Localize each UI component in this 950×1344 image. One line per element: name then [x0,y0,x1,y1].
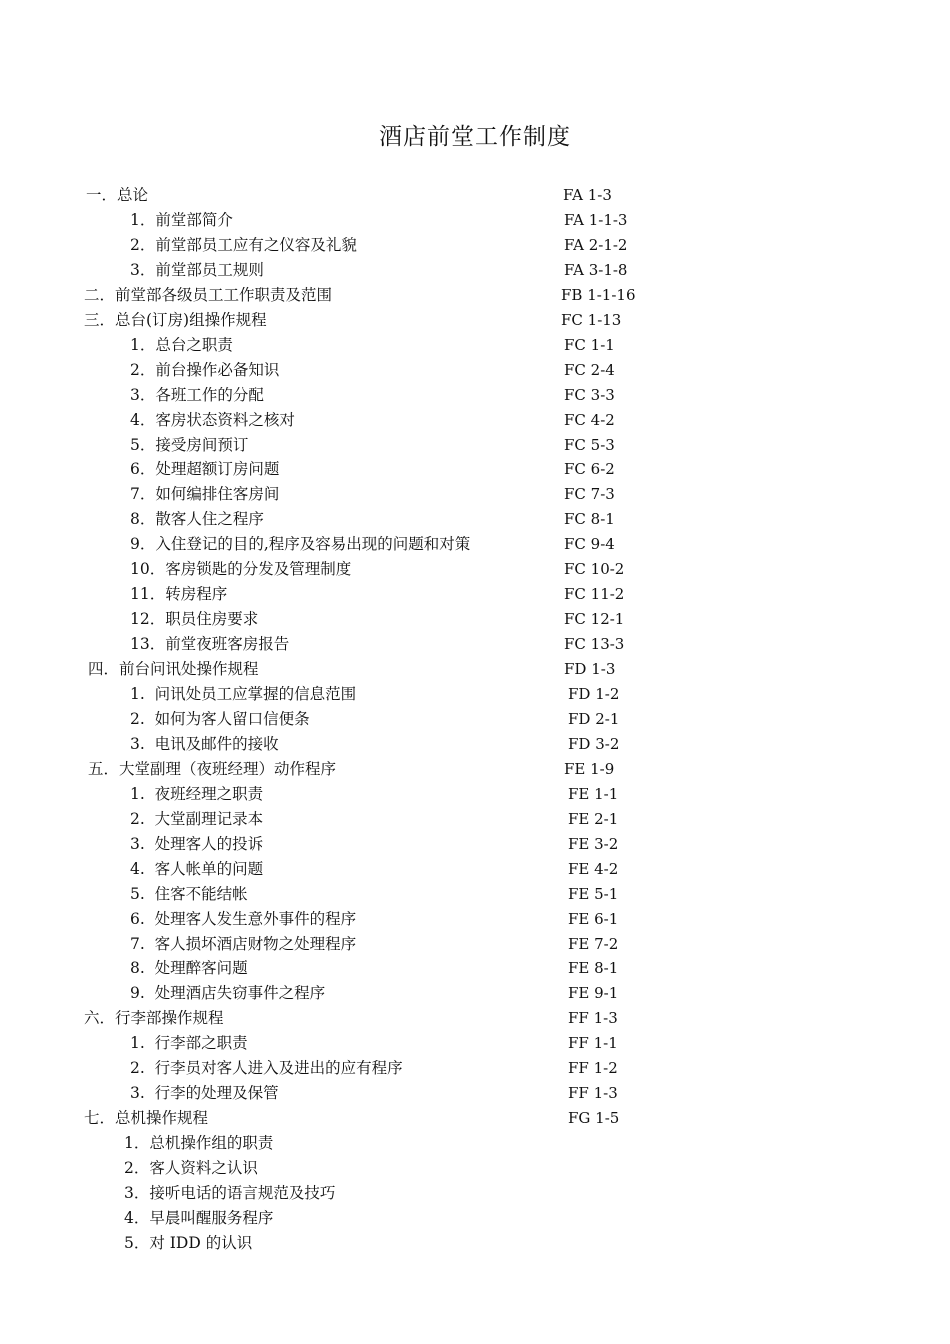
toc-entry-code: FC 7-3 [564,485,615,504]
toc-entry-title: 四．前台问讯处操作规程 [88,660,259,679]
document-title: 酒店前堂工作制度 [379,124,571,150]
toc-entry-code: FC 3-3 [564,385,615,404]
toc-entry-code: FE 6-1 [568,909,619,928]
toc-entry-code: FC 6-2 [564,460,615,479]
toc-entry-title: 5．接受房间预订 [130,435,249,454]
toc-entry-code: FE 9-1 [568,984,619,1003]
toc-entry-title: 6．处理超额订房问题 [130,460,280,479]
toc-entry-title: 1. 行李部之职责 [130,1034,248,1053]
toc-entry-title: 10．客房锁匙的分发及管理制度 [130,560,352,579]
toc-entry-code: FC 12-1 [564,610,625,629]
toc-entry-title: 3．前堂部员工规则 [130,260,264,279]
toc-entry-code: FF 1-3 [568,1084,618,1103]
toc-entry-title: 6. 处理客人发生意外事件的程序 [130,909,357,928]
toc-entry-title: 五．大堂副理（夜班经理）动作程序 [88,759,337,778]
toc-entry-code: FC 1-13 [561,310,622,329]
toc-entry-code: FA 1-1-3 [564,210,628,229]
toc-entry-code: FD 3-2 [568,734,620,753]
toc-entry-title: 13．前堂夜班客房报告 [130,635,290,654]
toc-entry-title: 2. 如何为客人留口信便条 [130,709,310,728]
toc-entry-code: FD 1-2 [568,685,620,703]
toc-entry-title: 七．总机操作规程 [84,1109,209,1128]
toc-entry-title: 1．总台之职责 [130,335,233,354]
toc-entry-title: 5. 住客不能结帐 [130,884,248,903]
toc-entry-title: 2．前堂部员工应有之仪容及礼貌 [130,235,357,254]
toc-entry-code: FB 1-1-16 [561,285,636,304]
toc-entry-code: FF 1-3 [568,1009,618,1028]
toc-entry-code: FD 2-1 [568,709,620,728]
toc-entry-title: 8．散客人住之程序 [130,510,264,529]
toc-entry-title: 2．前台操作必备知识 [130,360,280,379]
toc-entry-title: 7．如何编排住客房间 [130,485,280,504]
toc-entry-code: FC 1-1 [564,335,615,354]
toc-entry-title: 12．职员住房要求 [130,610,259,629]
toc-entry-code: FE 1-1 [568,784,619,803]
toc-entry-code: FC 5-3 [564,435,615,454]
toc-entry-code: FC 8-1 [564,510,615,529]
toc-entry-code: FD 1-3 [564,660,616,679]
toc-entry-code: FE 1-9 [564,759,615,778]
toc-entry-title: 二．前堂部各级员工工作职责及范围 [84,285,333,304]
toc-entry-title: 8. 处理醉客问题 [130,959,248,978]
toc-entry-title: 一．总论 [86,186,149,204]
toc-entry-title: 4．客房状态资料之核对 [130,410,295,429]
toc-entry-code: FE 2-1 [568,809,619,828]
toc-entry-code: FC 4-2 [564,410,615,429]
toc-entry-title: 11．转房程序 [130,585,228,604]
toc-entry-code: FA 2-1-2 [564,235,628,254]
toc-entry-title: 2. 大堂副理记录本 [130,809,264,828]
toc-entry-title: 2. 行李员对客人进入及进出的应有程序 [130,1059,403,1078]
toc-entry-title: 1. 问讯处员工应掌握的信息范围 [130,685,357,703]
toc-entry-code: FC 9-4 [564,535,615,554]
toc-entry-code: FA 1-3 [563,186,612,204]
toc-entry-code: FE 7-2 [568,934,619,953]
toc-entry-code: FF 1-2 [568,1059,618,1078]
toc-entry-code: FC 10-2 [564,560,625,579]
toc-entry-code: FE 3-2 [568,834,619,853]
toc-entry-code: FF 1-1 [568,1034,618,1053]
toc-entry-code: FE 5-1 [568,884,619,903]
toc-entry-title: 9．入住登记的目的,程序及容易出现的问题和对策 [130,535,471,554]
toc-entry-title: 1．前堂部简介 [130,210,233,229]
toc-entry-title: 三．总台(订房)组操作规程 [84,310,267,329]
toc-entry-code: FC 11-2 [564,585,625,604]
toc-entry-title: 7. 客人损坏酒店财物之处理程序 [130,934,357,953]
toc-entry-title: 3．各班工作的分配 [130,385,264,404]
toc-entry-code: FC 13-3 [564,635,625,654]
toc-entry-title: 4．早晨叫醒服务程序 [124,1208,274,1227]
toc-entry-title: 1．总机操作组的职责 [124,1134,274,1153]
toc-entry-title: 3. 处理客人的投诉 [130,834,264,853]
toc-entry-code: FG 1-5 [568,1109,620,1128]
toc-entry-code: FE 8-1 [568,959,619,978]
toc-entry-title: 3. 行李的处理及保管 [130,1084,279,1103]
toc-entry-code: FA 3-1-8 [564,260,628,279]
toc-entry-title: 3. 电讯及邮件的接收 [130,734,279,753]
toc-entry-title: 9. 处理酒店失窃事件之程序 [130,984,326,1003]
toc-entry-title: 4. 客人帐单的问题 [130,859,264,878]
toc-entry-code: FC 2-4 [564,360,615,379]
toc-entry-title: 2．客人资料之认识 [124,1159,258,1178]
toc-entry-title: 六．行李部操作规程 [84,1009,224,1028]
toc-entry-code: FE 4-2 [568,859,619,878]
toc-entry-title: 5．对 IDD 的认识 [124,1233,253,1252]
toc-entry-title: 3．接听电话的语言规范及技巧 [124,1184,336,1202]
toc-entry-title: 1. 夜班经理之职责 [130,784,264,803]
